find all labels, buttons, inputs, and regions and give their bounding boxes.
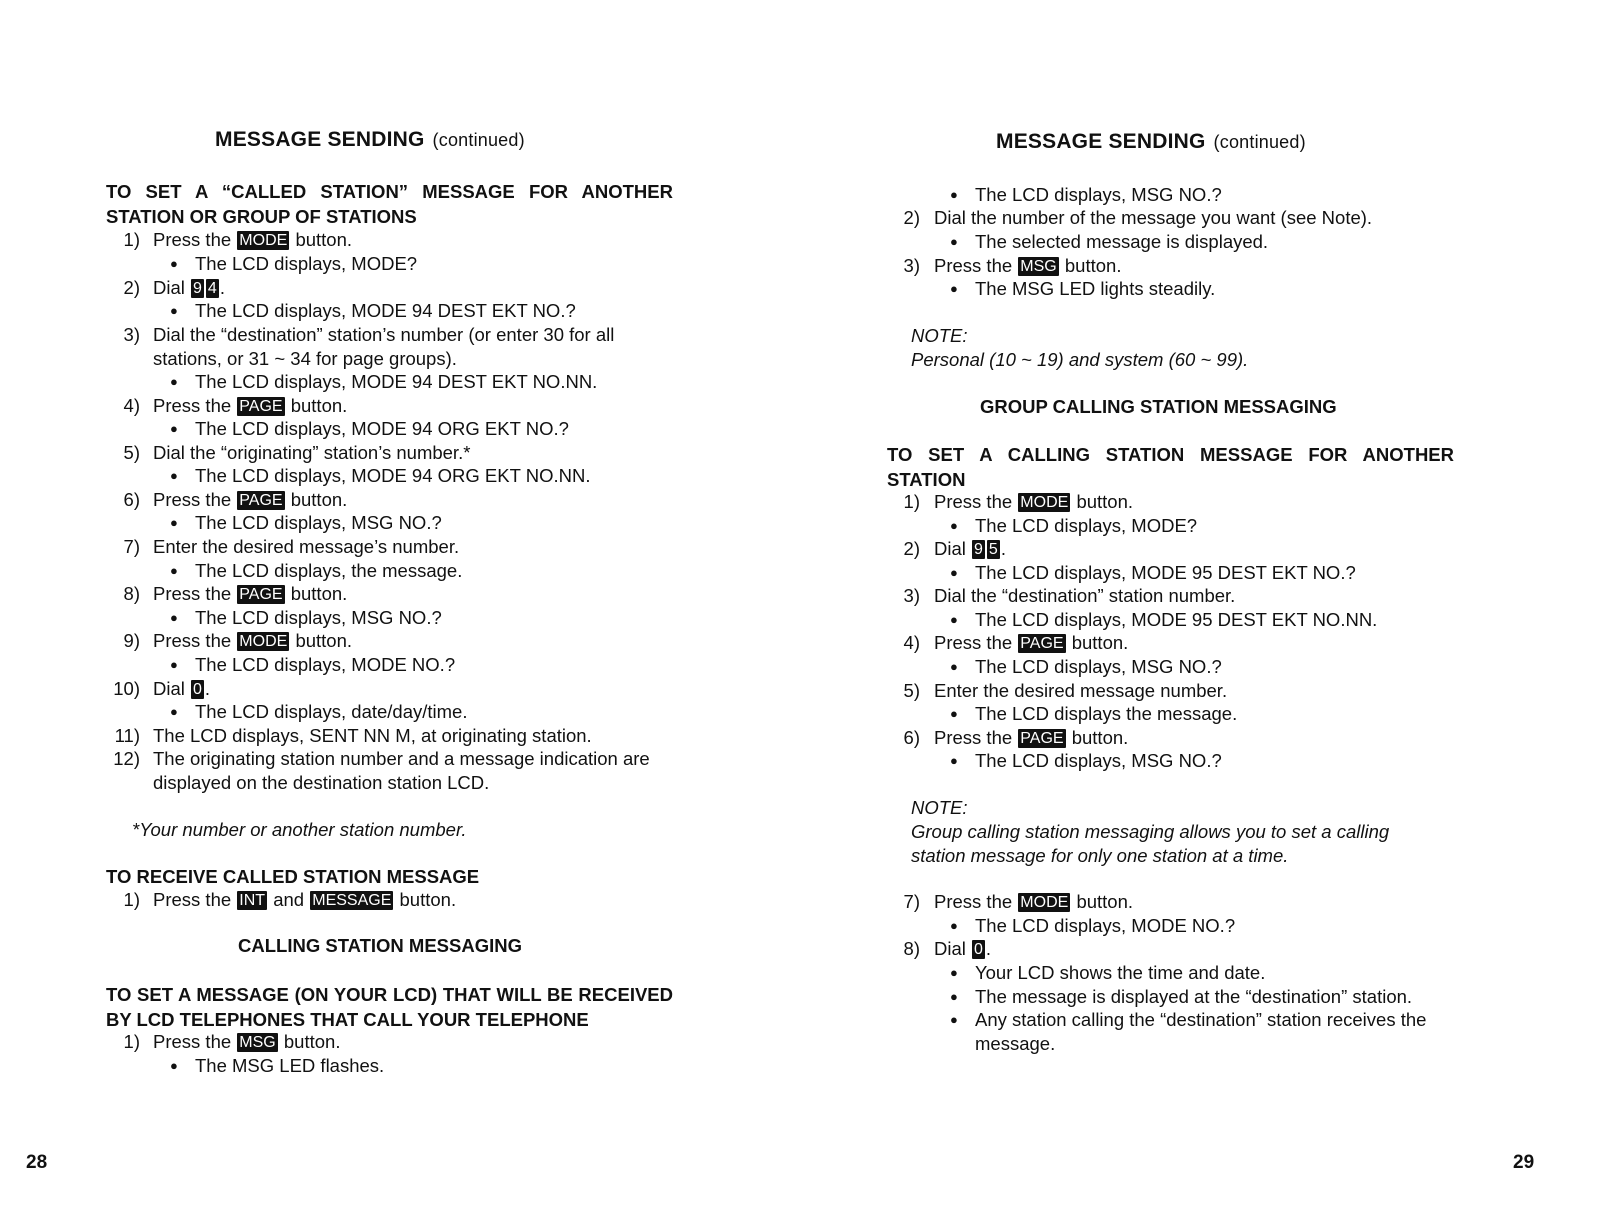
mode-key: MODE <box>1020 494 1069 511</box>
mode-key: MODE <box>1020 894 1069 911</box>
msg-key: MSG <box>239 1034 276 1051</box>
note-text-line2: station message for only one station at a time. <box>911 845 1289 866</box>
note-label: NOTE: <box>911 797 968 818</box>
page-key: PAGE <box>239 398 283 415</box>
section-title-calling-station: TO SET A CALLING STATION MESSAGE FOR ANOTHER STATION <box>887 444 1454 490</box>
page-heading <box>996 130 1306 154</box>
digit-9-key: 9 <box>193 280 202 297</box>
note-text-line1: Group calling station messaging allows you to set a calling <box>911 821 1390 842</box>
section-title-receive: TO RECEIVE CALLED STATION MESSAGE <box>106 866 480 887</box>
message-key: MESSAGE <box>312 892 392 909</box>
calling-station-heading: CALLING STATION MESSAGING <box>238 935 523 956</box>
heading-continued: (continued) <box>432 130 525 150</box>
heading-continued: (continued) <box>1213 132 1306 152</box>
digit-5-key: 5 <box>988 541 998 558</box>
mode-key: MODE <box>239 633 288 650</box>
digit-9-key: 9 <box>974 541 983 558</box>
page-key: PAGE <box>239 492 283 509</box>
right-page: MESSAGE SENDING (continued) ● The LCD displays, MSG NO.? 2) Dial the number of the message you want (see Note). ● The selected message is displayed. 3) Press the MSG button. ● The MSG LED lights steadily. NOTE: Personal (10 ~ 19) and system (60 ~ 99). GROUP CALLING STATION MESSAGING TO SET A CALLING STATION MESSAGE FOR ANOTHER STATION 1) Press the MODE button. ● The LCD displays, MODE? 2) Dial 9 5 . ● The LCD displays, MODE 95 DEST EKT NO.? 3) Dial the “destination” station number. ● The LCD displays, MODE 95 DEST EKT NO.NN. 4) Press the PAGE button. ● The LCD displays, MSG NO.? 5) Enter the desired message number. ● The LCD displays the message. 6) Press the PAGE button. ● The LCD displays, MSG NO.? NOTE: Group calling station messaging allows you to set a calling station message for only one station at a time. 7) Press the MODE button. ● The LCD displays, MODE NO.? 8) Dial 0 . ● Your LCD shows the time and date. ● The message is displayed at the “destination” station. ● Any station calling the “destination” station receives the message. 29 <box>887 130 1535 1173</box>
note-text: Personal (10 ~ 19) and system (60 ~ 99). <box>911 349 1249 370</box>
int-key: INT <box>239 892 266 909</box>
page-key: PAGE <box>1020 635 1064 652</box>
footnote: *Your number or another station number. <box>132 819 467 840</box>
page-number-left: 28 <box>26 1152 48 1173</box>
heading-text: MESSAGE SENDING <box>996 130 1206 153</box>
note-label: NOTE: <box>911 325 968 346</box>
digit-0-key: 0 <box>974 941 983 958</box>
heading-text: MESSAGE SENDING <box>215 128 425 151</box>
page-key: PAGE <box>1020 730 1064 747</box>
page-key: PAGE <box>239 586 283 603</box>
page-heading <box>215 128 525 152</box>
digit-4-key: 4 <box>207 280 217 297</box>
section-title-set-message: TO SET A MESSAGE (ON YOUR LCD) THAT WILL BE RECEIVED BY LCD TELEPHONES THAT CALL YOUR TELEPHONE <box>106 984 673 1030</box>
digit-0-key: 0 <box>193 681 202 698</box>
msg-key: MSG <box>1020 258 1057 275</box>
left-page: MESSAGE SENDING (continued) TO SET A “CALLED STATION” MESSAGE FOR ANOTHER STATION OR GROUP OF STATIONS 1) Press the MODE button. ● The LCD displays, MODE? 2) Dial 9 4 . ● The LCD displays, MODE 94 DEST EKT NO.? 3) Dial the “destination” station’s number (or enter 30 for all stations, or 31 ~ 34 for page groups). ● The LCD displays, MODE 94 DEST EKT NO.NN. 4) Press the PAGE button. ● The LCD displays, MODE 94 ORG EKT NO.? 5) Dial the “originating” station’s number.* ● The LCD displays, MODE 94 ORG EKT NO.NN. 6) Press the PAGE button. ● The LCD displays, MSG NO.? 7) Enter the desired message’s number. ● The LCD displays, the message. 8) Press the PAGE button. ● The LCD displays, MSG NO.? 9) Press the MODE button. ● The LCD displays, MODE NO.? 10) Dial 0 . ● The LCD displays, date/day/time. 11) The LCD displays, SENT NN M, at originating station. 12) The originating station number and a message indication are displayed on the destination station LCD. *Your number or another station number. TO RECEIVE CALLED STATION MESSAGE 1) Press the INT and MESSAGE button. CALLING STATION MESSAGING TO SET A MESSAGE (ON YOUR LCD) THAT WILL BE RECEIVED BY LCD TELEPHONES THAT CALL YOUR TELEPHONE 1) Press the MSG button. ● The MSG LED flashes. 28 <box>26 128 673 1173</box>
mode-key: MODE <box>239 232 288 249</box>
page-number-right: 29 <box>1513 1152 1535 1173</box>
section-title-called-station: TO SET A “CALLED STATION” MESSAGE FOR ANOTHER STATION OR GROUP OF STATIONS <box>106 181 673 227</box>
group-calling-heading: GROUP CALLING STATION MESSAGING <box>980 396 1337 417</box>
